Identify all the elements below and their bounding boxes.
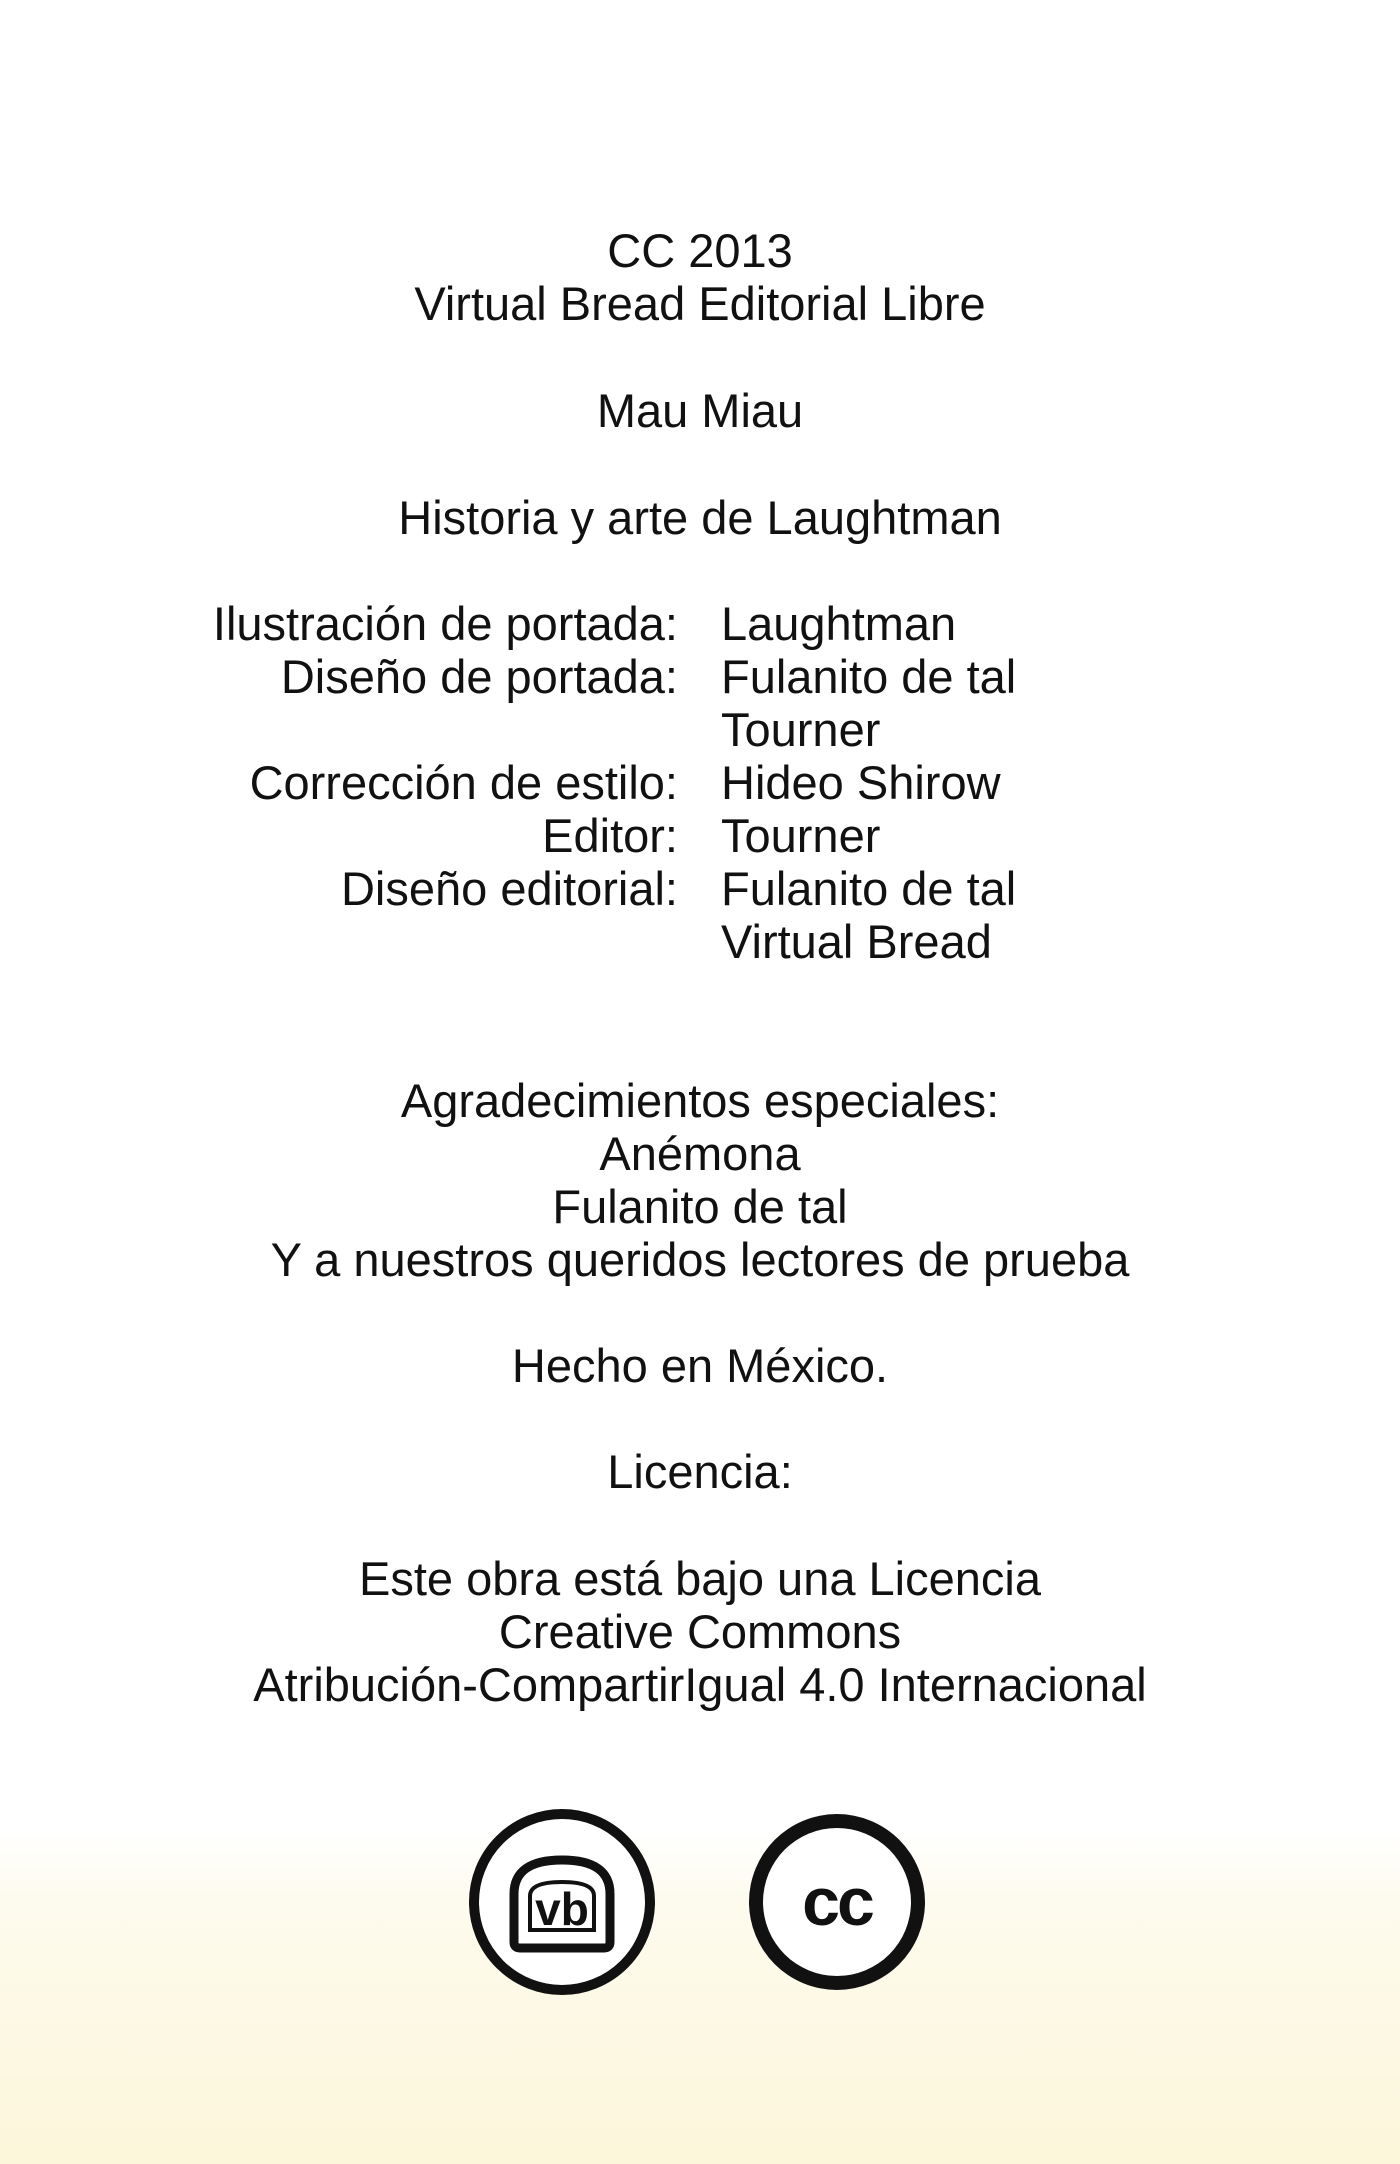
thanks-block xyxy=(0,1074,1400,1286)
license-heading-block xyxy=(0,1445,1400,1498)
credit-name: Tourner xyxy=(721,703,881,756)
thanks-name: Anémona xyxy=(599,1127,801,1180)
logos-row xyxy=(0,1808,1400,1998)
cc-logo-text: cc xyxy=(802,1864,872,1940)
thanks-name: Fulanito de tal xyxy=(552,1180,848,1233)
credit-row-continuation xyxy=(0,703,1400,756)
credits-table xyxy=(0,597,1400,968)
credit-row xyxy=(0,597,1400,650)
thanks-heading: Agradecimientos especiales: xyxy=(400,1074,1000,1127)
credit-role: Corrección de estilo: xyxy=(249,756,678,809)
publisher-line: Virtual Bread Editorial Libre xyxy=(414,277,986,330)
license-line: Atribución-CompartirIgual 4.0 Internacional xyxy=(253,1658,1147,1711)
credit-name: Fulanito de tal xyxy=(721,862,1017,915)
cc-logo-icon xyxy=(743,1808,931,1996)
header-block xyxy=(0,224,1400,330)
copyright-line: CC 2013 xyxy=(607,224,793,277)
credit-name: Virtual Bread xyxy=(721,915,992,968)
license-line: Este obra está bajo una Licencia xyxy=(359,1552,1041,1605)
credit-row xyxy=(0,809,1400,862)
credit-role: Editor: xyxy=(542,809,678,862)
credit-name: Laughtman xyxy=(721,597,957,650)
vb-logo-icon xyxy=(468,1808,656,1996)
credit-row xyxy=(0,862,1400,915)
thanks-name: Y a nuestros queridos lectores de prueba xyxy=(270,1233,1130,1286)
license-line: Creative Commons xyxy=(498,1605,902,1658)
credit-role: Ilustración de portada: xyxy=(212,597,678,650)
vb-logo-text: vb xyxy=(535,1883,589,1935)
credit-row xyxy=(0,650,1400,703)
credit-name: Hideo Shirow xyxy=(721,756,1001,809)
credit-row xyxy=(0,756,1400,809)
made-in-block xyxy=(0,1339,1400,1392)
credit-row-continuation xyxy=(0,915,1400,968)
story-credit-block xyxy=(0,491,1400,544)
made-in-line: Hecho en México. xyxy=(511,1339,889,1392)
credit-role: Diseño de portada: xyxy=(280,650,678,703)
credit-name: Fulanito de tal xyxy=(721,650,1017,703)
license-text-block xyxy=(0,1552,1400,1711)
story-credit: Historia y arte de Laughtman xyxy=(398,491,1002,544)
book-title: Mau Miau xyxy=(596,384,804,437)
credit-name: Tourner xyxy=(721,809,881,862)
license-heading: Licencia: xyxy=(607,1445,793,1498)
book-title-block xyxy=(0,384,1400,437)
credit-role: Diseño editorial: xyxy=(340,862,678,915)
